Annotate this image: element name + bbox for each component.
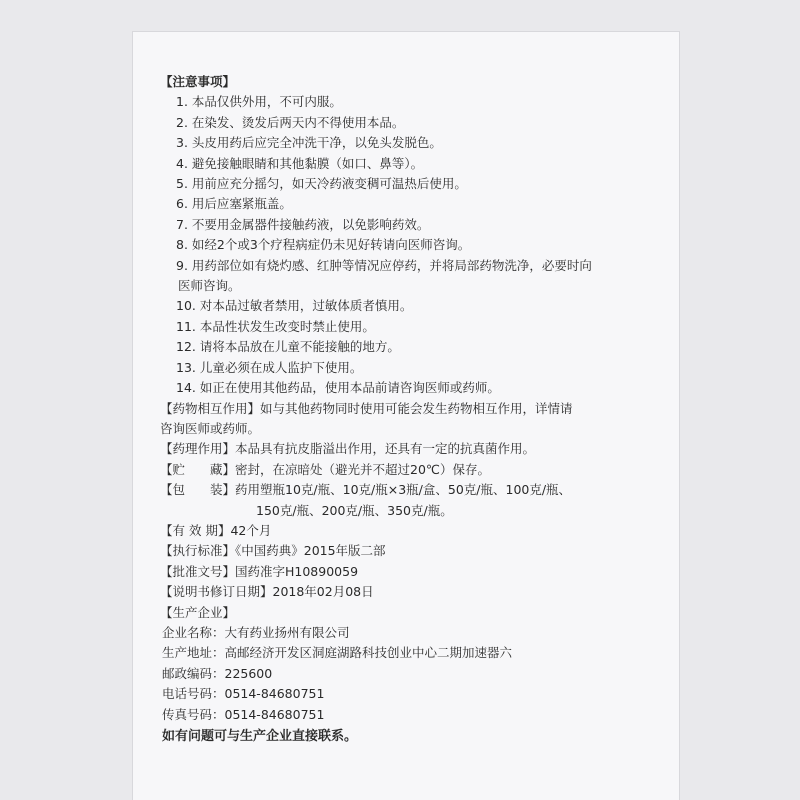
leaflet-content (160, 72, 667, 747)
list-item: 14. 如正在使用其他药品，使用本品前请咨询医师或药师。 (176, 380, 500, 396)
drug-interaction-line1: 【药物相互作用】如与其他药物同时使用可能会发生药物相互作用，详情请 (160, 400, 573, 416)
list-item: 5. 用前应充分摇匀，如天冷药液变稠可温热后使用。 (176, 176, 467, 192)
contact-note: 如有问题可与生产企业直接联系。 (162, 729, 358, 744)
list-item: 6. 用后应塞紧瓶盖。 (176, 196, 292, 212)
section-header-precautions: 【注意事项】 (160, 74, 236, 89)
section-header-manufacturer: 【生产企业】 (160, 604, 236, 620)
approval-number: 【批准文号】国药准字H10890059 (160, 563, 359, 579)
drug-interaction-line2: 咨询医师或药师。 (160, 420, 261, 436)
company-postcode: 邮政编码：225600 (162, 665, 273, 681)
package-line2: 150克/瓶、200克/瓶、350克/瓶。 (256, 502, 453, 518)
leaflet-page (133, 32, 679, 800)
company-phone: 电话号码：0514-84680751 (162, 686, 325, 702)
list-item: 4. 避免接触眼睛和其他黏膜（如口、鼻等）。 (176, 155, 424, 171)
list-item: 3. 头皮用药后应完全冲洗干净，以免头发脱色。 (176, 135, 442, 151)
list-item: 7. 不要用金属器件接触药液，以免影响药效。 (176, 216, 430, 232)
list-item: 1. 本品仅供外用，不可内服。 (176, 94, 342, 110)
list-item-continuation: 医师咨询。 (178, 278, 241, 294)
standard: 【执行标准】《中国药典》2015年版二部 (160, 543, 386, 559)
storage: 【贮 藏】密封，在凉暗处（避光并不超过20℃）保存。 (160, 461, 490, 477)
company-address: 生产地址：高邮经济开发区洞庭湖路科技创业中心二期加速器六 (162, 645, 513, 661)
pharmacology: 【药理作用】本品具有抗皮脂溢出作用，还具有一定的抗真菌作用。 (160, 441, 536, 457)
list-item: 9. 用药部位如有烧灼感、红肿等情况应停药，并将局部药物洗净，必要时向 (176, 257, 592, 273)
list-item: 12. 请将本品放在儿童不能接触的地方。 (176, 339, 400, 355)
precautions-list (160, 92, 667, 398)
validity: 【有 效 期】42个月 (160, 522, 272, 538)
list-item: 8. 如经2个或3个疗程病症仍未见好转请向医师咨询。 (176, 237, 471, 253)
list-item: 11. 本品性状发生改变时禁止使用。 (176, 318, 375, 334)
list-item: 10. 对本品过敏者禁用，过敏体质者慎用。 (176, 298, 413, 314)
company-info (160, 623, 667, 725)
list-item: 2. 在染发、烫发后两天内不得使用本品。 (176, 114, 405, 130)
company-name: 企业名称：大有药业扬州有限公司 (162, 624, 350, 640)
company-fax: 传真号码：0514-84680751 (162, 706, 325, 722)
list-item: 13. 儿童必须在成人监护下使用。 (176, 359, 363, 375)
package-line1: 【包 装】药用塑瓶10克/瓶、10克/瓶×3瓶/盒、50克/瓶、100克/瓶、 (160, 482, 572, 498)
revision-date: 【说明书修订日期】2018年02月08日 (160, 584, 374, 600)
